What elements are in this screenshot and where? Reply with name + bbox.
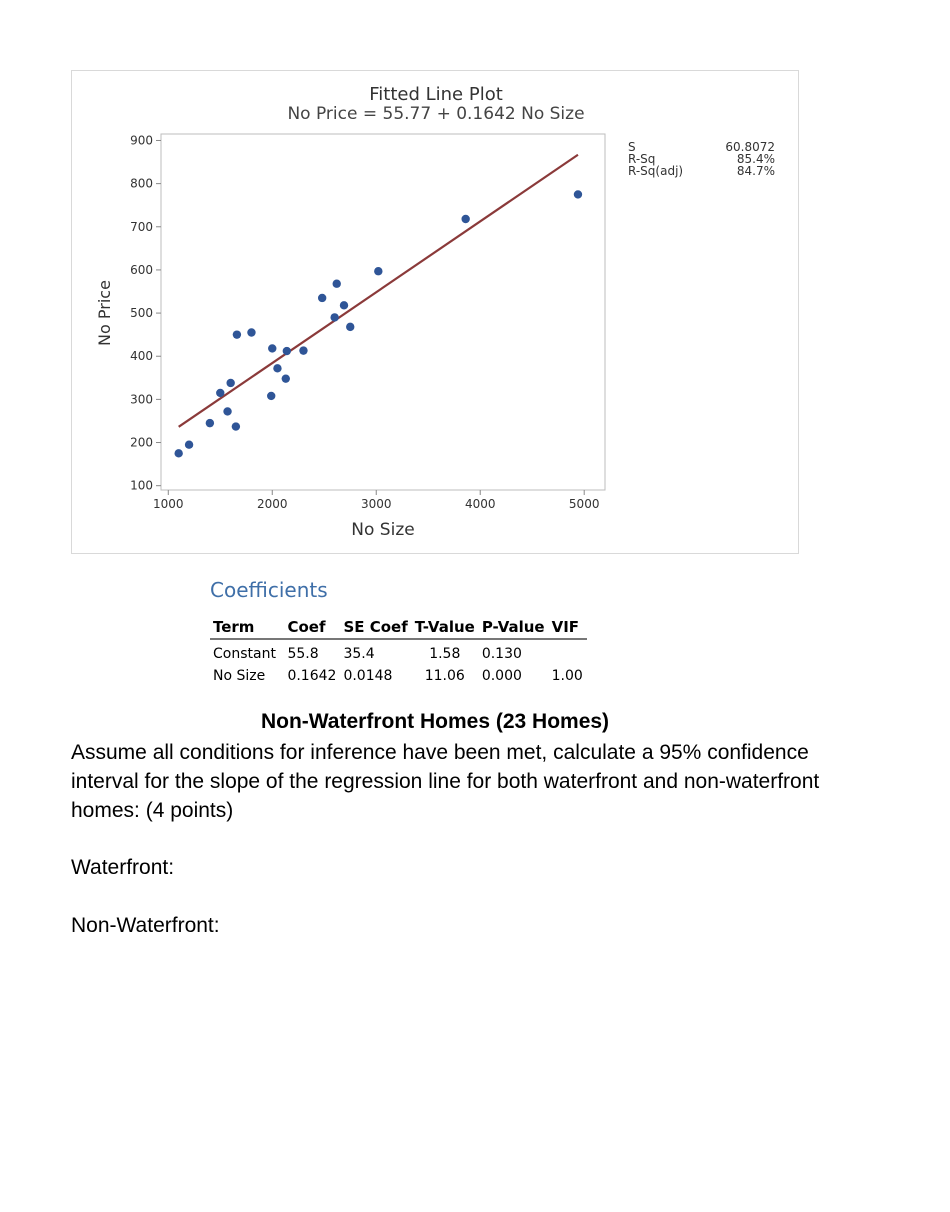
waterfront-label: Waterfront: (71, 856, 175, 879)
y-tick-label: 200 (130, 435, 153, 450)
data-point (226, 379, 234, 387)
stat-value: 85.4% (736, 152, 775, 166)
data-point (299, 346, 307, 354)
chart-subtitle: No Price = 55.77 + 0.1642 No Size (287, 104, 585, 124)
data-point (574, 190, 582, 198)
cell-term: Constant (213, 646, 276, 662)
stat-label: R-Sq (628, 152, 656, 166)
data-point (267, 392, 275, 400)
data-point (233, 330, 241, 338)
col-vif: VIF (549, 618, 587, 639)
y-tick-label: 700 (130, 219, 153, 234)
cell-vif: 1.00 (551, 668, 583, 684)
data-point (461, 215, 469, 223)
coefficients-title: Coefficients (210, 578, 328, 602)
data-point (232, 422, 240, 430)
stat-label: R-Sq(adj) (628, 164, 684, 178)
y-axis-label: No Price (95, 280, 114, 346)
x-tick-label: 4000 (464, 497, 496, 511)
data-point (333, 280, 341, 288)
non-waterfront-label: Non-Waterfront: (71, 914, 220, 937)
cell-t-value: 1.58 (429, 646, 461, 662)
y-tick-label: 600 (130, 262, 153, 277)
data-point (283, 347, 291, 355)
fitted-line-plot (71, 70, 799, 554)
x-tick-label: 5000 (568, 497, 600, 511)
coefficients-header-row (210, 618, 587, 639)
cell-t-value: 11.06 (424, 668, 465, 684)
y-tick-label: 400 (130, 349, 153, 364)
x-tick-label: 2000 (256, 497, 288, 511)
y-axis (130, 133, 161, 492)
data-point (318, 294, 326, 302)
cell-coef: 0.1642 (287, 668, 337, 684)
coefficients-table (210, 618, 587, 684)
cell-se-coef: 0.0148 (343, 668, 393, 684)
data-point (273, 364, 281, 372)
plot-canvas (72, 71, 800, 555)
data-point (346, 323, 354, 331)
table-row (210, 662, 587, 684)
col-p-value: P-Value (479, 618, 549, 639)
data-point (374, 267, 382, 275)
section-heading: Non-Waterfront Homes (23 Homes) (260, 710, 610, 733)
data-point (330, 313, 338, 321)
cell-se-coef: 35.4 (343, 646, 375, 662)
cell-coef: 55.8 (287, 646, 319, 662)
col-coef: Coef (284, 618, 340, 639)
plot-area (161, 134, 605, 490)
col-t-value: T-Value (412, 618, 479, 639)
data-point (174, 449, 182, 457)
col-term: Term (210, 618, 284, 639)
x-tick-label: 1000 (153, 497, 184, 511)
stats-box (628, 140, 775, 178)
x-axis-label: No Size (351, 520, 415, 540)
stat-label: S (628, 140, 636, 154)
stat-value: 60.8072 (725, 140, 775, 154)
y-tick-label: 900 (130, 133, 153, 148)
cell-p-value: 0.000 (481, 668, 522, 684)
data-point (223, 407, 231, 415)
cell-vif (549, 639, 587, 662)
x-tick-label: 3000 (360, 497, 392, 511)
y-tick-label: 800 (130, 176, 153, 191)
question-text: Assume all conditions for inference have been met, calculate a 95% confidence interval for the slope of the regression line for both waterfront and non-waterfront homes: (4 points) (71, 741, 820, 822)
x-axis (153, 490, 599, 511)
data-point (282, 374, 290, 382)
data-point (268, 344, 276, 352)
y-tick-label: 500 (130, 306, 153, 321)
stat-value: 84.7% (736, 164, 775, 178)
data-point (247, 328, 255, 336)
data-point (206, 419, 214, 427)
cell-p-value: 0.130 (481, 646, 522, 662)
cell-term: No Size (213, 668, 266, 684)
col-se-coef: SE Coef (340, 618, 411, 639)
y-tick-label: 100 (130, 478, 153, 493)
data-point (340, 301, 348, 309)
data-point (185, 440, 193, 448)
table-row (210, 639, 587, 662)
chart-title: Fitted Line Plot (369, 84, 503, 105)
data-point (216, 389, 224, 397)
y-tick-label: 300 (130, 392, 153, 407)
